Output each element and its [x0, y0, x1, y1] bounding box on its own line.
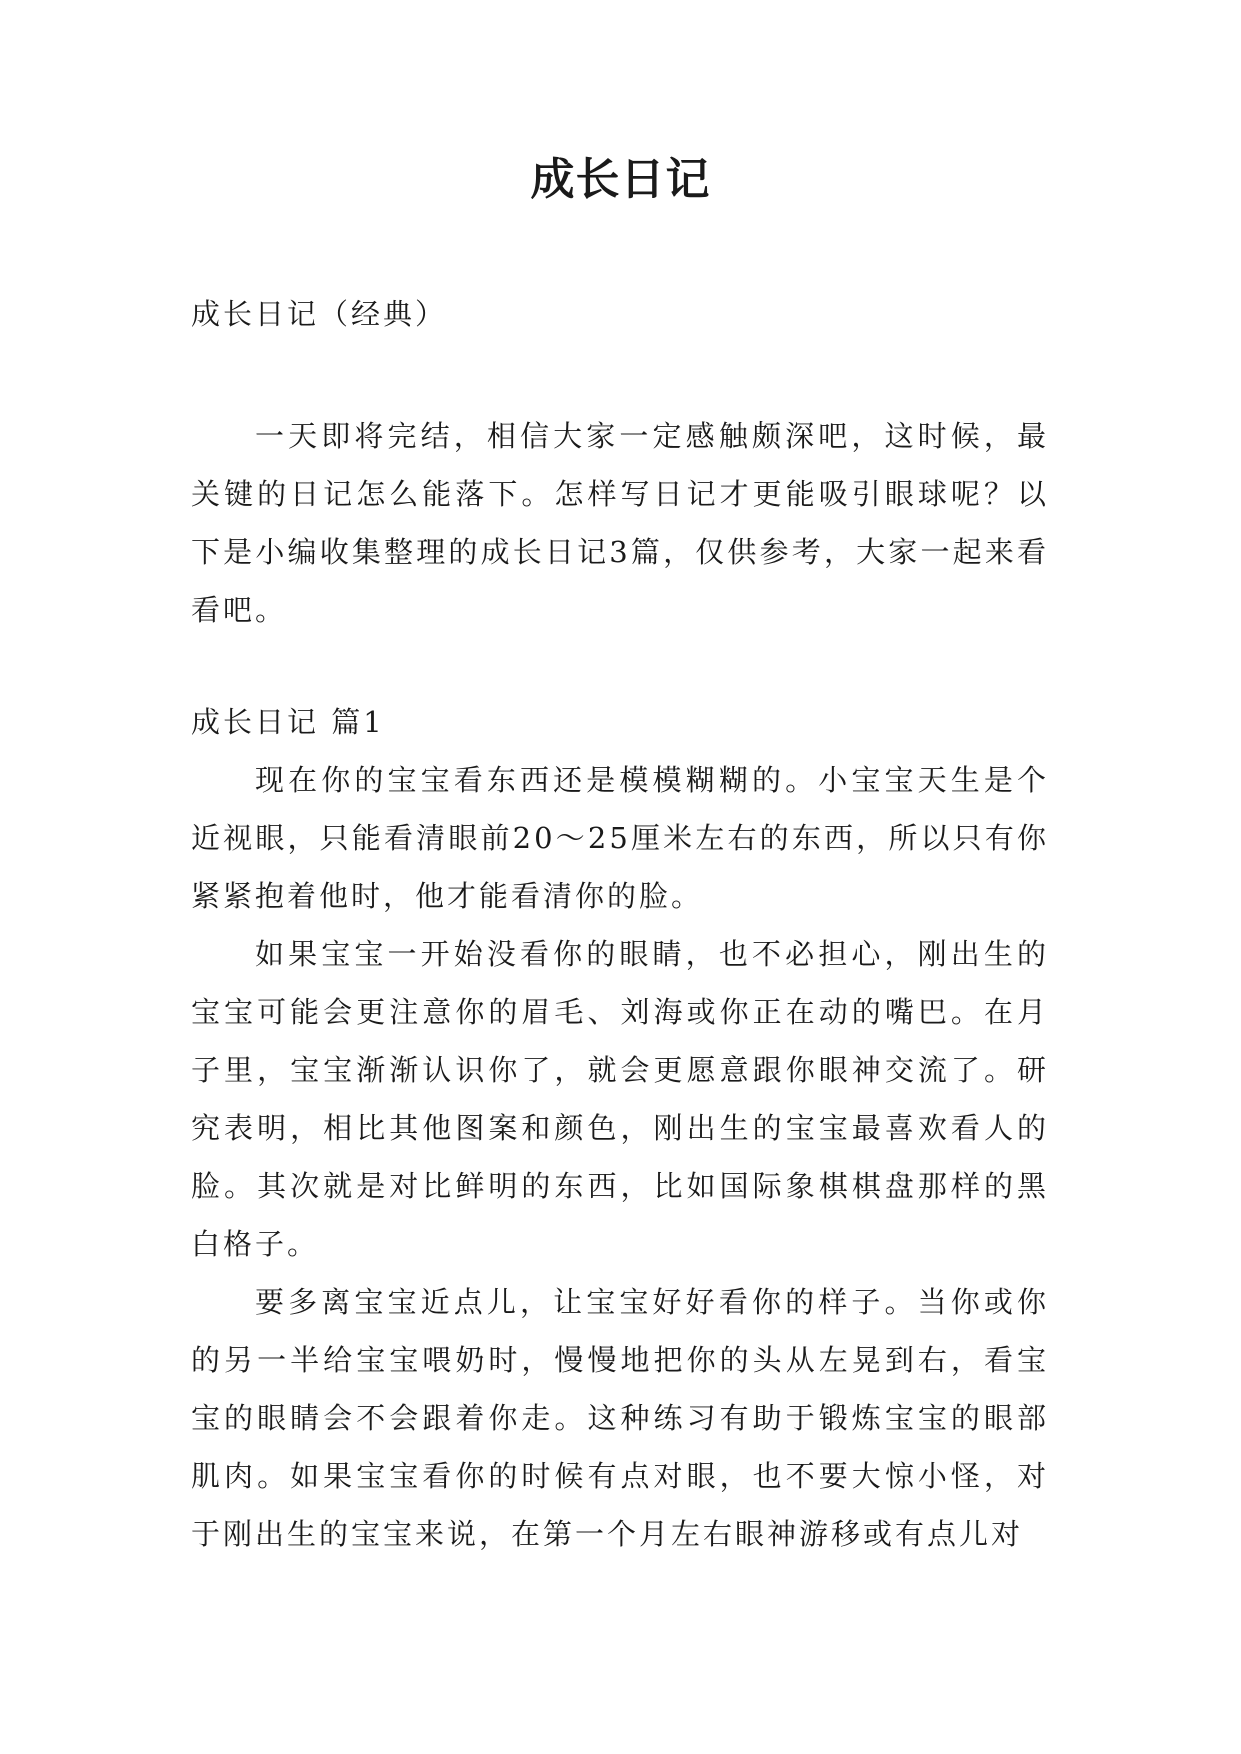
document-title: 成长日记 — [530, 154, 711, 205]
document-subtitle: 成长日记（经典） — [191, 297, 448, 331]
section-heading: 成长日记 篇1 — [191, 705, 385, 739]
body-paragraph-2: 如果宝宝一开始没看你的眼睛，也不必担心，刚出生的宝宝可能会更注意你的眉毛、刘海或你正在动的嘴巴。在月子里，宝宝渐渐认识你了，就会更愿意跟你眼神交流了。研究表明，相比其他图案和颜色，刚出生的宝宝最喜欢看人的脸。其次就是对比鲜明的东西，比如国际象棋棋盘那样的黑白格子。 — [191, 937, 1049, 1261]
body-paragraph-3: 要多离宝宝近点儿，让宝宝好好看你的样子。当你或你的另一半给宝宝喂奶时，慢慢地把你的头从左晃到右，看宝宝的眼睛会不会跟着你走。这种练习有助于锻炼宝宝的眼部肌肉。如果宝宝看你的时候有点对眼，也不要大惊小怪，对于刚出生的宝宝来说，在第一个月左右眼神游移或有点儿对 — [191, 1285, 1049, 1551]
intro-paragraph: 一天即将完结，相信大家一定感触颇深吧，这时候，最关键的日记怎么能落下。怎样写日记才更能吸引眼球呢？以下是小编收集整理的成长日记3篇，仅供参考，大家一起来看看吧。 — [191, 419, 1049, 627]
body-paragraph-1: 现在你的宝宝看东西还是模模糊糊的。小宝宝天生是个近视眼，只能看清眼前20～25厘米左右的东西，所以只有你紧紧抱着他时，他才能看清你的脸。 — [191, 763, 1049, 913]
